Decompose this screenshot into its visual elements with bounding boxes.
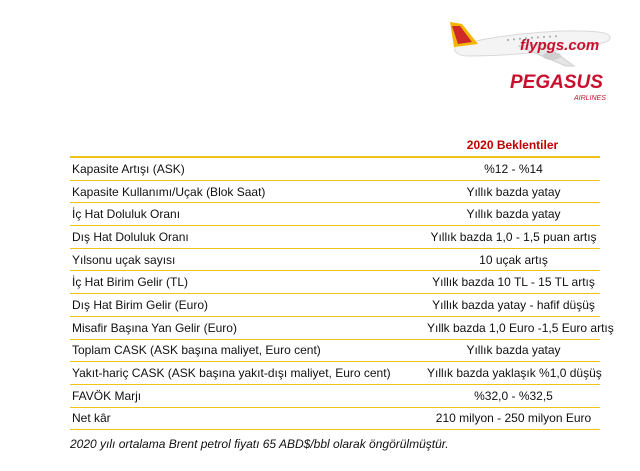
brand-name: PEGASUS [510, 72, 603, 93]
row-value: %12 - %14 [484, 161, 543, 176]
row-label: Dış Hat Doluluk Oranı [72, 229, 189, 244]
row-value: Yıllk bazda 1,0 Euro -1,5 Euro artış [427, 320, 614, 335]
airplane-icon [448, 16, 618, 106]
table-header-row [70, 134, 600, 158]
row-label: İç Hat Birim Gelir (TL) [72, 275, 189, 290]
row-value: %32,0 - %32,5 [474, 388, 553, 403]
expectations-table [70, 134, 614, 430]
row-label: Net kâr [72, 411, 111, 426]
row-value: Yıllık bazda yatay - hafif düşüş [432, 297, 595, 312]
table-row [70, 362, 600, 385]
website-text: flypgs.com [520, 37, 600, 54]
table-row [70, 317, 614, 340]
row-value: Yıllık bazda 1,0 - 1,5 puan artış [430, 229, 597, 244]
row-value: Yıllık bazda yatay [466, 207, 561, 222]
row-value: Yıllık bazda yatay [466, 184, 561, 199]
row-label: Kapasite Kullanımı/Uçak (Blok Saat) [72, 184, 266, 199]
table-body [70, 158, 614, 430]
row-label: İç Hat Doluluk Oranı [72, 207, 181, 222]
row-value: Yıllık bazda yaklaşık %1,0 düşüş [427, 366, 602, 381]
row-label: Yılsonu uçak sayısı [72, 252, 176, 267]
table-row [70, 158, 600, 181]
column-header: 2020 Beklentiler [466, 138, 559, 152]
row-value: Yıllık bazda yatay [466, 343, 561, 358]
row-label: Dış Hat Birim Gelir (Euro) [72, 297, 209, 312]
row-label: Kapasite Artışı (ASK) [72, 161, 185, 176]
table-row [70, 340, 600, 363]
row-value: 210 milyon - 250 milyon Euro [435, 411, 592, 426]
row-label: Yakıt-hariç CASK (ASK başına yakıt-dışı maliyet, Euro cent) [72, 366, 391, 381]
pegasus-logo [448, 16, 618, 106]
table-row [70, 385, 600, 408]
row-label: Toplam CASK (ASK başına maliyet, Euro cent) [72, 343, 321, 358]
row-value: Yıllık bazda 10 TL - 15 TL artış [432, 275, 595, 290]
row-label: FAVÖK Marjı [72, 388, 142, 403]
row-value: 10 uçak artış [479, 252, 548, 267]
table-row [70, 294, 600, 317]
table-row [70, 226, 600, 249]
table-row [70, 408, 600, 431]
table-row [70, 203, 600, 226]
table-row [70, 271, 600, 294]
table-row [70, 249, 600, 272]
brand-sub: AIRLINES [574, 95, 606, 102]
row-label: Misafir Başına Yan Gelir (Euro) [72, 320, 237, 335]
footnote: 2020 yılı ortalama Brent petrol fiyatı 65 ABD$/bbl olarak öngörülmüştür. [70, 437, 449, 451]
table-row [70, 181, 600, 204]
